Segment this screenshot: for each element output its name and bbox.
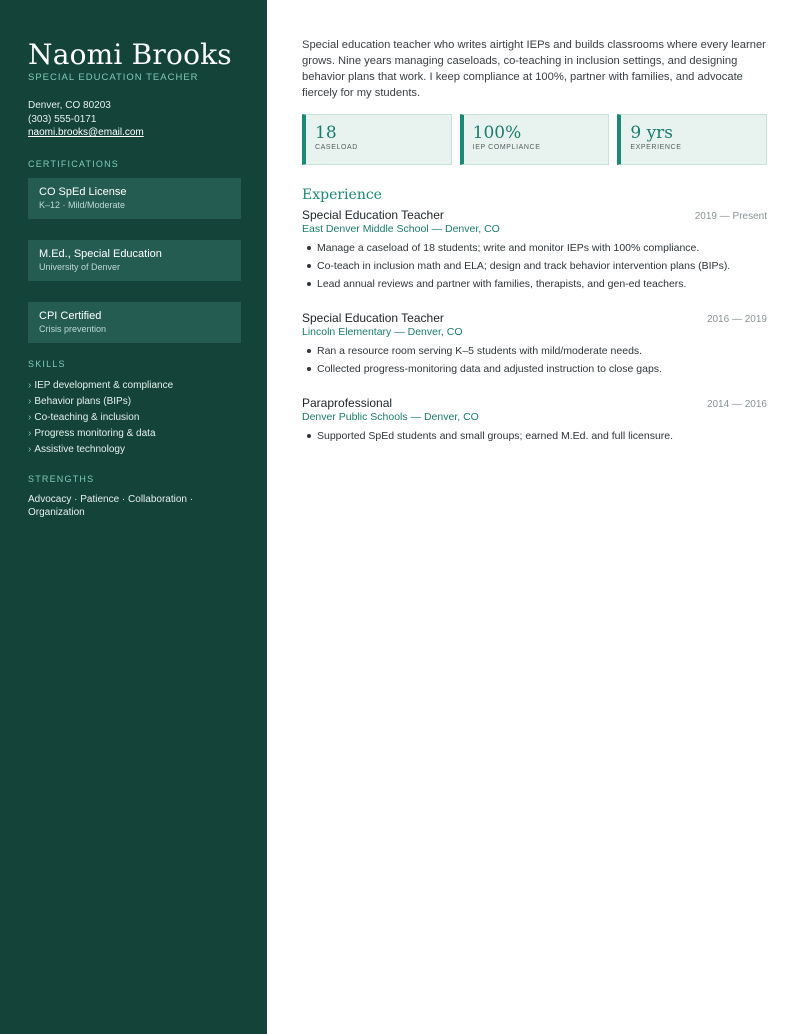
bullet-item: Supported SpEd students and small groups; earned M.Ed. and full licensure. (302, 427, 767, 445)
stat-label: EXPERIENCE (630, 144, 682, 151)
bullet-item: Co-teach in inclusion math and ELA; design and track behavior intervention plans (BIPs). (302, 257, 767, 275)
job-entry (302, 311, 767, 378)
job-org: East Denver Middle School — Denver, CO (302, 223, 500, 235)
chevron-right-icon: › (28, 411, 32, 423)
skill-item: › Behavior plans (BIPs) (28, 395, 132, 407)
job-header (302, 208, 767, 222)
sidebar (0, 0, 267, 1034)
chevron-right-icon: › (28, 428, 32, 440)
cert-subtitle: Crisis prevention (39, 323, 107, 334)
experience-heading: Experience (302, 187, 382, 203)
stat-value: 100% (472, 123, 522, 143)
bullet-item: Collected progress-monitoring data and adjusted instruction to close gaps. (302, 360, 767, 378)
skills-heading: SKILLS (28, 358, 66, 369)
cert-subtitle: K–12 · Mild/Moderate (39, 199, 126, 210)
skill-item: › Co-teaching & inclusion (28, 411, 140, 423)
location: Denver, CO 80203 (28, 100, 111, 111)
email-link[interactable]: naomi.brooks@email.com (28, 127, 144, 138)
cert-card (28, 178, 241, 219)
bullet-item: Lead annual reviews and partner with families, therapists, and gen-ed teachers. (302, 275, 767, 293)
stat-card (302, 114, 452, 165)
job-entry (302, 208, 767, 293)
job-bullets (302, 427, 767, 445)
certifications-heading: CERTIFICATIONS (28, 158, 119, 169)
stat-label: CASELOAD (315, 144, 358, 151)
job-bullets (302, 239, 767, 293)
cert-title: CPI Certified (39, 309, 102, 322)
stat-label: IEP COMPLIANCE (472, 144, 541, 151)
stat-value: 18 (315, 123, 337, 143)
cert-subtitle: University of Denver (39, 261, 121, 272)
chevron-right-icon: › (28, 395, 32, 407)
cert-card (28, 240, 241, 281)
job-entry (302, 396, 767, 445)
job-org: Lincoln Elementary — Denver, CO (302, 326, 463, 338)
stats-row (302, 114, 767, 165)
skills-list (28, 378, 241, 459)
phone: (303) 555-0171 (28, 113, 97, 125)
skill-item: › IEP development & compliance (28, 379, 174, 391)
job-bullets (302, 342, 767, 378)
stat-value: 9 yrs (630, 123, 674, 143)
job-dates: 2014 — 2016 (706, 399, 767, 410)
stat-card (460, 114, 610, 165)
bullet-item: Manage a caseload of 18 students; write and monitor IEPs with 100% compliance. (302, 239, 767, 257)
main-content (302, 37, 767, 463)
cert-title: CO SpEd License (39, 185, 127, 198)
chevron-right-icon: › (28, 444, 32, 456)
job-header (302, 311, 767, 325)
stat-card (617, 114, 767, 165)
strengths-heading: STRENGTHS (28, 473, 95, 484)
contact-block (28, 99, 241, 140)
candidate-role: SPECIAL EDUCATION TEACHER (28, 72, 199, 83)
job-org: Denver Public Schools — Denver, CO (302, 411, 479, 423)
bullet-item: Ran a resource room serving K–5 students with mild/moderate needs. (302, 342, 767, 360)
cert-card (28, 302, 241, 343)
cert-title: M.Ed., Special Education (39, 247, 162, 260)
job-title: Special Education Teacher (302, 208, 444, 222)
candidate-name: Naomi Brooks (28, 38, 232, 71)
chevron-right-icon: › (28, 379, 32, 391)
summary: Special education teacher who writes airtight IEPs and builds classrooms where every learner grows. Nine years managing caseloads, co-teaching in inclusion settings, and designing behavior plans that work. I keep compliance at 100%, partner with families, and advocate fiercely for my students. (302, 39, 766, 99)
job-title: Special Education Teacher (302, 311, 444, 325)
job-dates: 2019 — Present (694, 211, 767, 222)
strengths-text: Advocacy · Patience · Collaboration · Organization (28, 493, 194, 519)
skill-item: › Assistive technology (28, 444, 125, 456)
job-title: Paraprofessional (302, 396, 393, 410)
skill-item: › Progress monitoring & data (28, 428, 156, 440)
job-header (302, 396, 767, 410)
job-dates: 2016 — 2019 (706, 314, 767, 325)
